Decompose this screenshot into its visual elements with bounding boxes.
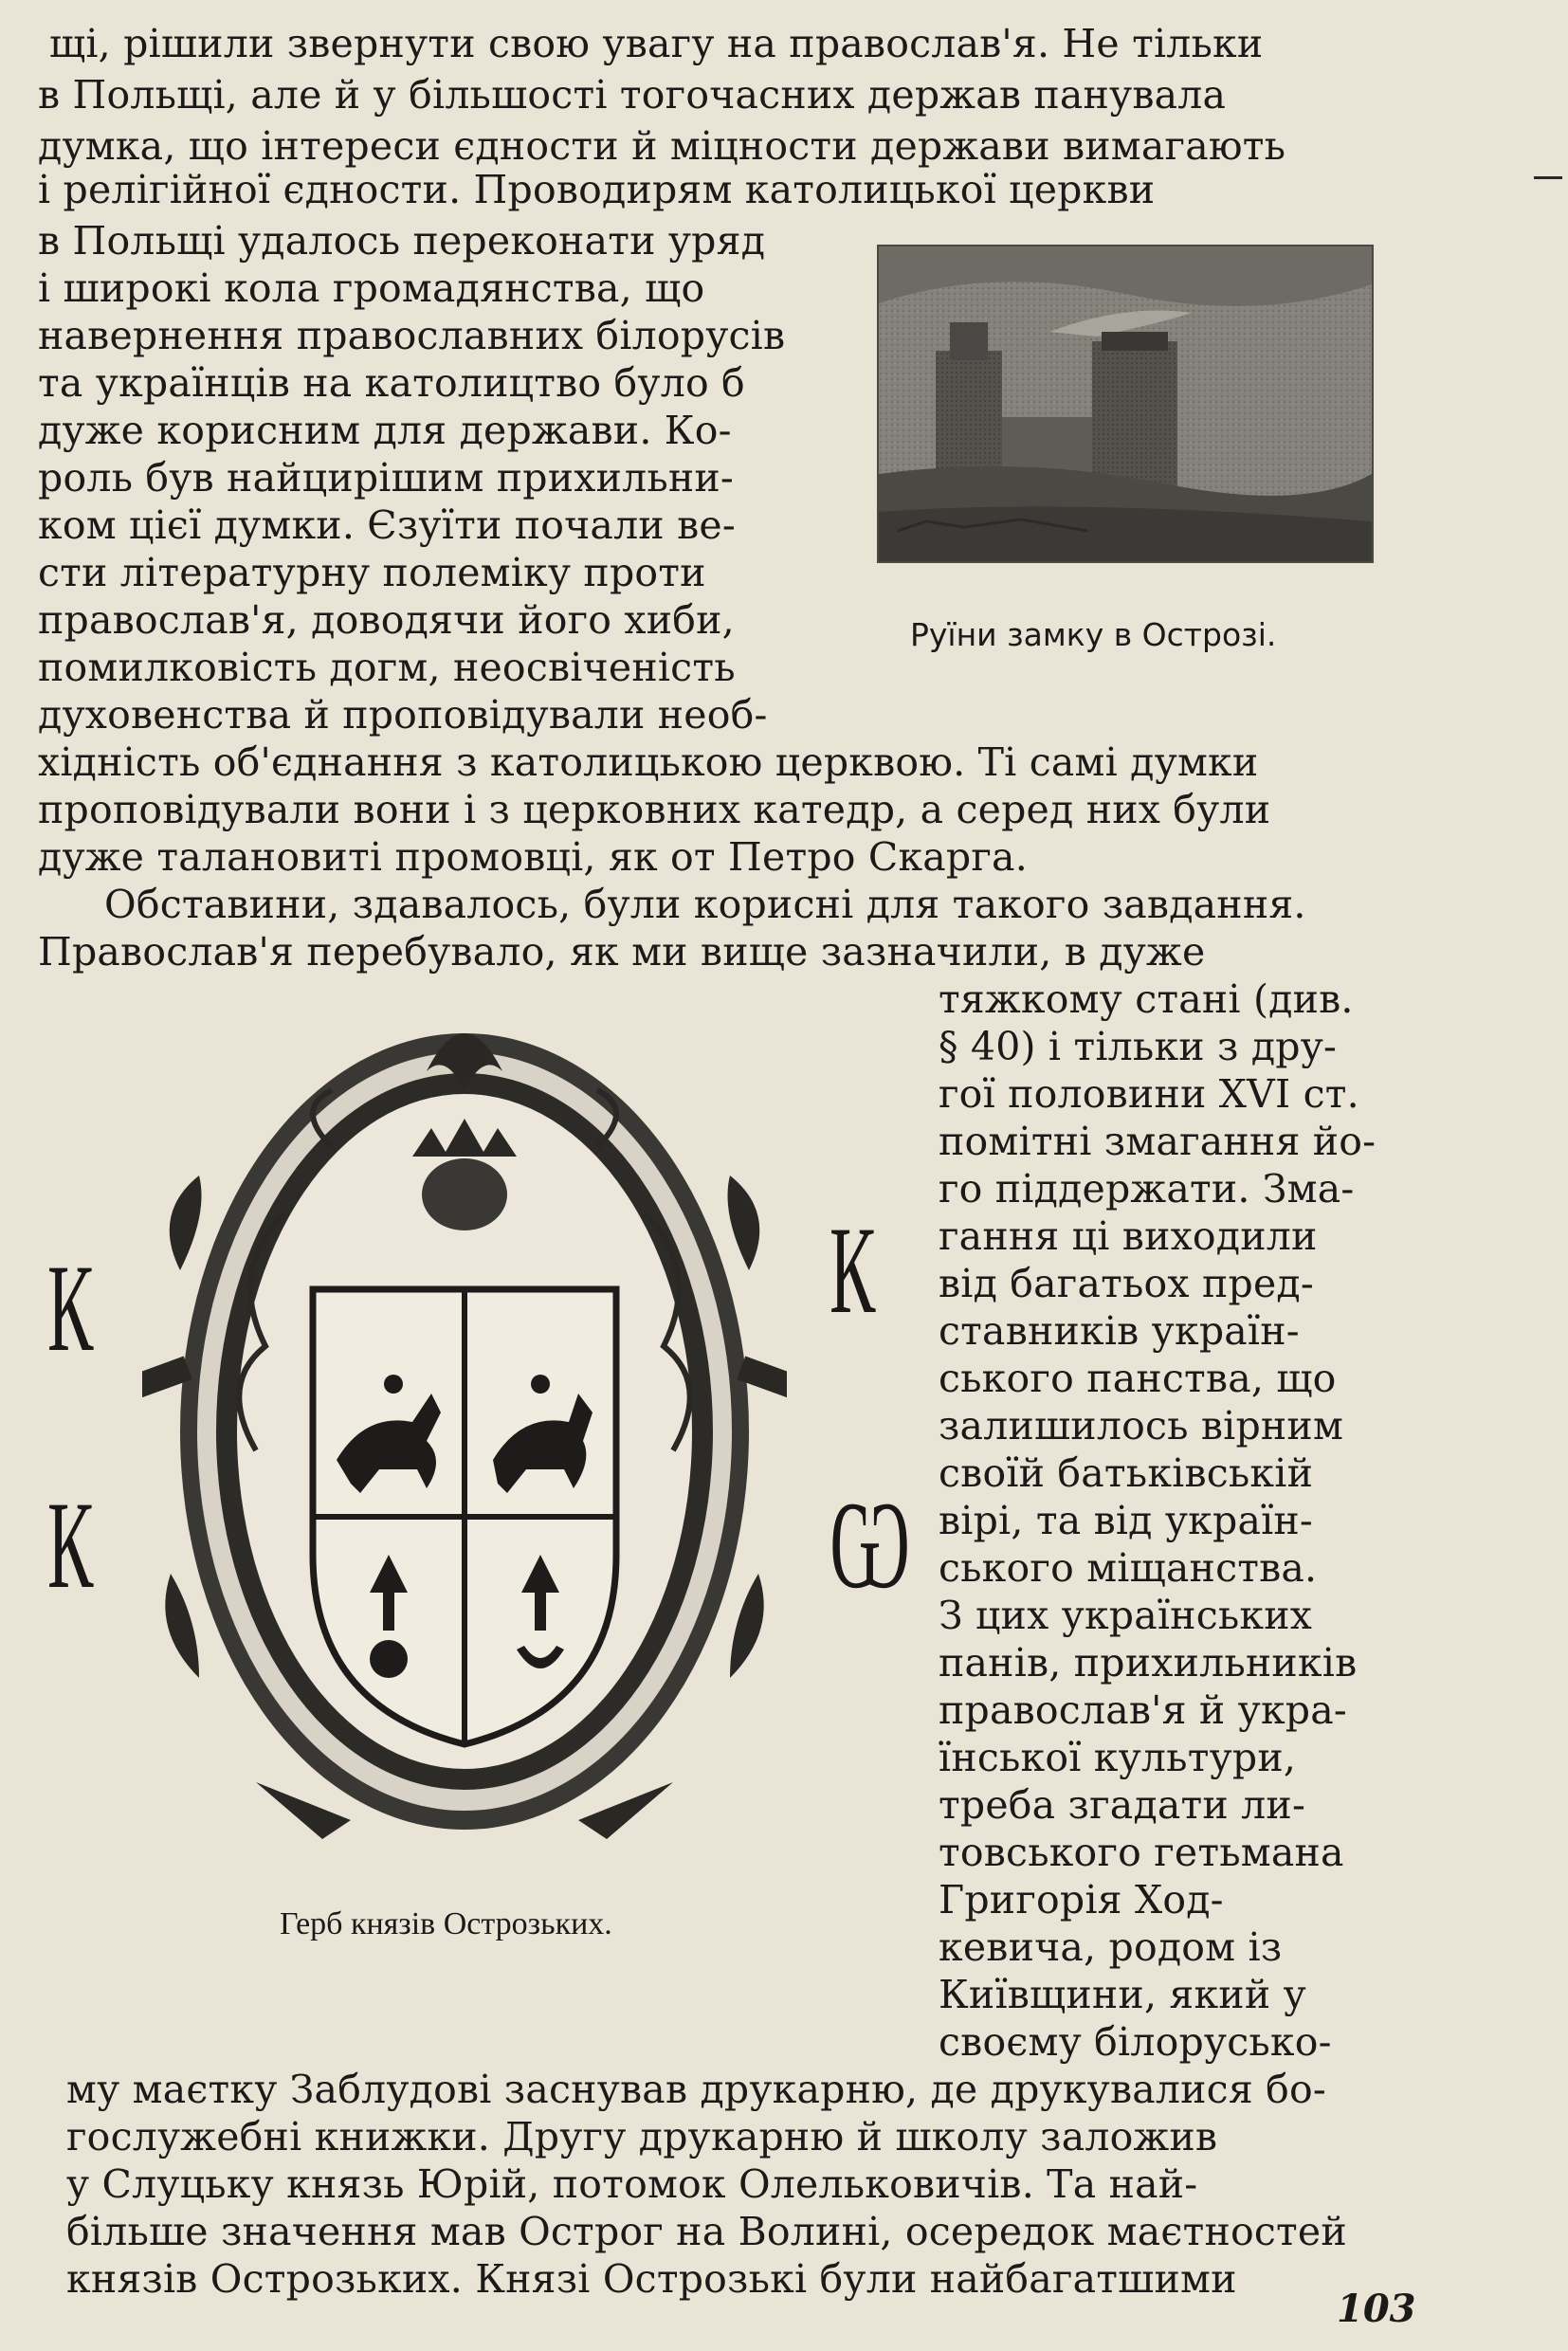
text-line: ського міщанства. [939, 1545, 1318, 1591]
text-line: З цих українських [939, 1593, 1313, 1638]
crest-caption: Герб князів Острозьких. [280, 1906, 612, 1941]
text-line: від багатьох пред- [939, 1261, 1314, 1306]
text-line: їнської культури, [939, 1735, 1297, 1780]
text-line: духовенства й проповідували необ- [38, 692, 768, 738]
text-line: § 40) і тільки з дру- [939, 1024, 1338, 1069]
text-line: у Слуцьку князь Юрій, потомок Олельковичів. Та най- [66, 2161, 1198, 2207]
text-line: гослужебні книжки. Другу друкарню й школу заложив [66, 2114, 1218, 2160]
text-line: щі, рішили звернути свою увагу на православ'я. Не тільки [49, 21, 1264, 66]
text-line: дуже корисним для держави. Ко- [38, 408, 732, 453]
crest-letter: К [47, 1238, 94, 1377]
text-line: Київщини, який у [939, 1972, 1306, 2017]
text-line: товського гетьмана [939, 1830, 1344, 1875]
text-line: думка, що інтереси єдности й міцности держави вимагають [38, 123, 1286, 169]
text-line: Обставини, здавалось, були корисні для такого завдання. [104, 882, 1306, 927]
text-line: князів Острозьких. Князі Острозькі були найбагатшими [66, 2256, 1237, 2302]
text-line: помилковість догм, неосвіченість [38, 645, 736, 690]
text-line: кевича, родом із [939, 1924, 1283, 1970]
castle-photo-caption: Руїни замку в Острозі. [910, 616, 1277, 653]
castle-ruins-illustration [879, 246, 1372, 561]
text-line: го піддержати. Зма- [939, 1166, 1355, 1212]
text-line: в Польщі, але й у більшості тогочасних держав панувала [38, 72, 1227, 118]
text-line: ського панства, що [939, 1356, 1337, 1401]
text-line: і релігійної єдности. Проводирям католицької церкви [38, 167, 1156, 212]
crest-letter: Ѡ [830, 1475, 911, 1614]
text-line: вірі, та від україн- [939, 1498, 1313, 1543]
crest-letter: К [47, 1475, 94, 1614]
text-line: ставників україн- [939, 1308, 1300, 1354]
text-line: навернення православних білорусів [38, 313, 786, 358]
text-line: сти літературну полеміку проти [38, 550, 706, 595]
text-line: Православ'я перебувало, як ми вище зазначили, в дуже [38, 929, 1206, 975]
margin-mark [1534, 176, 1562, 179]
text-line: хідність об'єднання з католицькою церквою. Ті самі думки [38, 739, 1259, 785]
text-line: треба згадати ли- [939, 1782, 1305, 1828]
text-line: своєму білорусько- [939, 2019, 1332, 2065]
crest-letter: К [830, 1200, 876, 1340]
text-line: проповідували вони і з церковних катедр, а серед них були [38, 787, 1271, 832]
text-line: православ'я й укра- [939, 1687, 1347, 1733]
text-line: і широкі кола громадянства, що [38, 265, 705, 311]
text-line: помітні змагання йо- [939, 1119, 1377, 1164]
text-line: панів, прихильників [939, 1640, 1358, 1686]
text-line: му маєтку Заблудові заснував друкарню, де друкувалися бо- [66, 2067, 1326, 2112]
coat-of-arms-illustration [142, 986, 787, 1858]
page-number: 103 [1337, 2287, 1416, 2331]
text-line: Григорія Ход- [939, 1877, 1224, 1923]
text-line: більше значення мав Острог на Волині, осередок маєтностей [66, 2209, 1347, 2254]
text-line: дуже талановиті промовці, як от Петро Скарга. [38, 834, 1028, 880]
castle-ruins-photo [877, 245, 1374, 563]
text-line: та українців на католицтво було б [38, 360, 745, 406]
text-line: тяжкому стані (див. [939, 976, 1354, 1022]
text-line: залишилось вірним [939, 1403, 1344, 1449]
text-line: православ'я, доводячи його хиби, [38, 597, 735, 643]
text-line: гої половини XVI ст. [939, 1071, 1359, 1117]
text-line: гання ці виходили [939, 1213, 1318, 1259]
text-line: в Польщі удалось переконати уряд [38, 218, 766, 264]
text-line: своїй батьківській [939, 1450, 1314, 1496]
ostrozky-coat-of-arms [142, 986, 787, 1858]
text-line: роль був найцирішим прихильни- [38, 455, 734, 501]
text-line: ком цієї думки. Єзуїти почали ве- [38, 502, 736, 548]
